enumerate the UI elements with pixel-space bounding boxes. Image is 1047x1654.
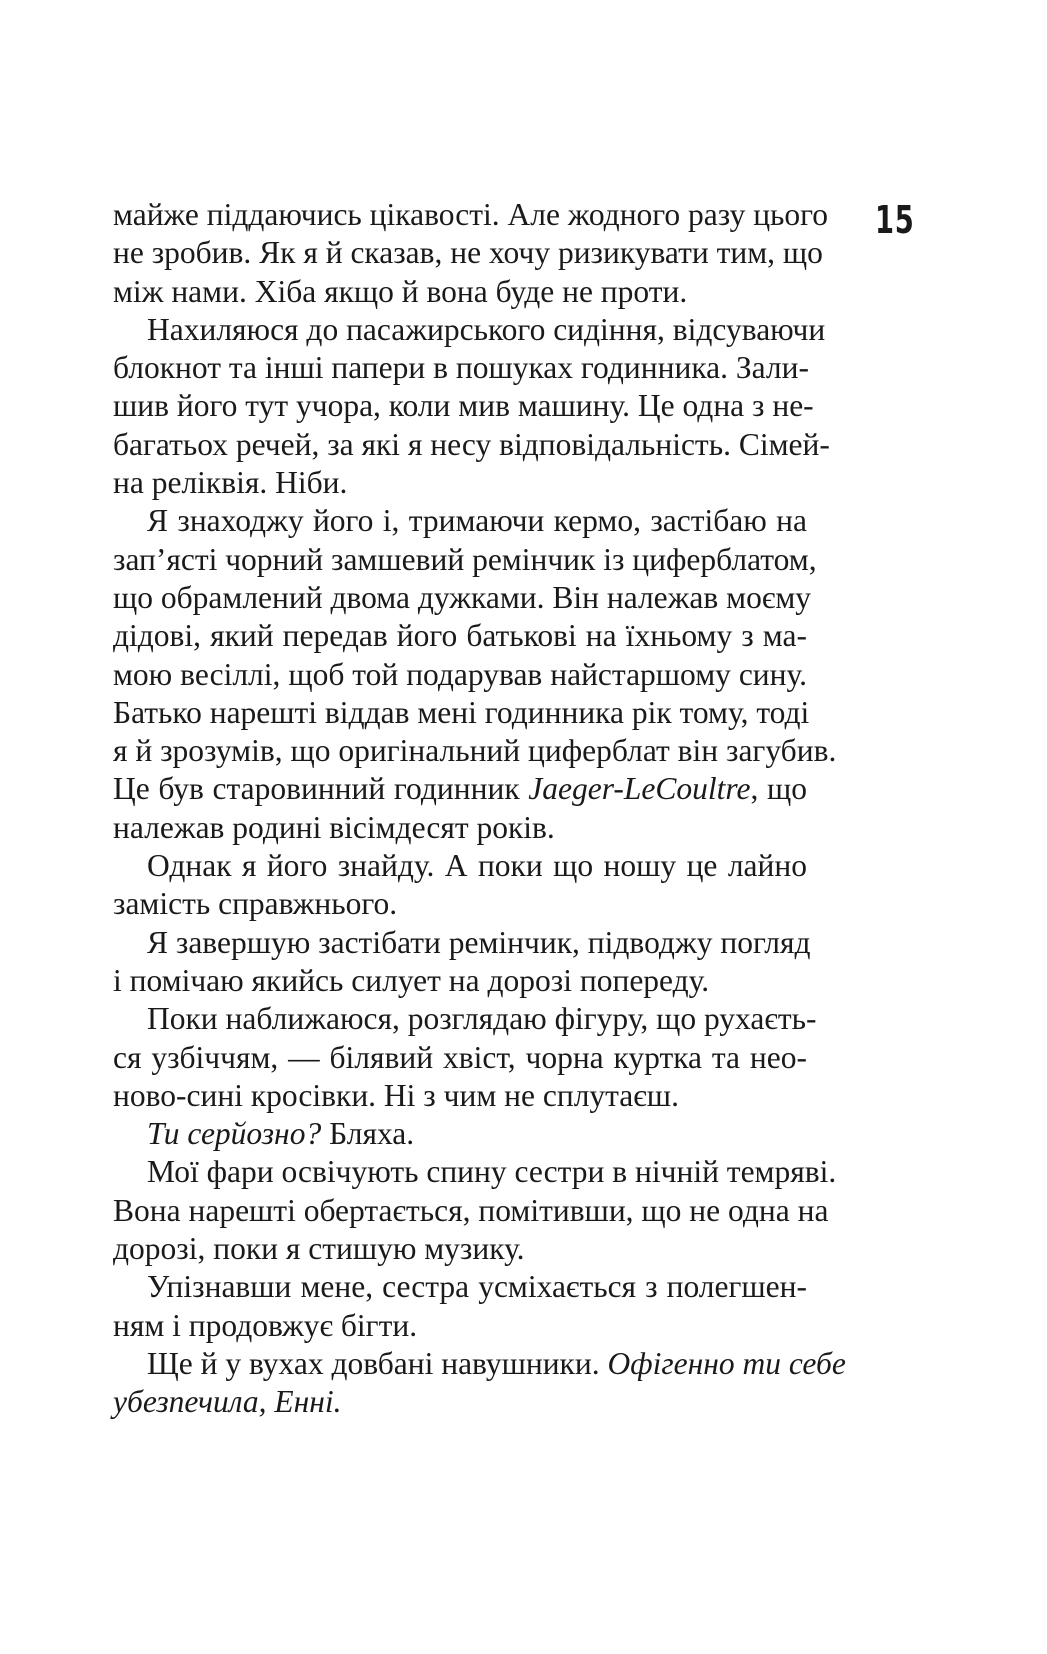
text-line — [113, 273, 807, 311]
text-line — [113, 962, 807, 1000]
italic-text: Ти серйозно? — [147, 1116, 322, 1152]
text-line — [113, 732, 837, 770]
text-run: на реліквія. Ніби. — [113, 465, 348, 501]
text-line — [113, 809, 807, 847]
page-number: 15 — [875, 198, 915, 242]
text-run: Я знаходжу його і, тримаючи кермо, застібаю на — [147, 503, 807, 539]
text-line — [113, 311, 826, 349]
text-line — [113, 847, 807, 885]
text-line — [113, 1077, 807, 1115]
text-line — [113, 502, 807, 540]
text-line — [113, 924, 811, 962]
text-line — [113, 1115, 807, 1153]
text-line — [113, 464, 807, 502]
paragraph — [113, 1268, 807, 1345]
text-line — [113, 349, 807, 387]
text-run: Бляха. — [321, 1116, 415, 1152]
text-run: замість справжнього. — [113, 886, 398, 922]
italic-text: Офігенно ти себе — [607, 1345, 846, 1381]
paragraph — [113, 1115, 807, 1153]
text-run: багатьох речей, за які я несу відповідальність. Сімей- — [113, 426, 830, 462]
text-run: між нами. Хіба якщо й вона буде не проти. — [113, 273, 688, 309]
text-line — [113, 885, 807, 923]
paragraph — [113, 1345, 846, 1422]
text-run: мою весіллі, щоб той подарував найстаршому сину. — [113, 656, 807, 692]
italic-text: Jaeger-LeCoultre — [528, 771, 751, 807]
text-line — [113, 1039, 807, 1077]
text-line — [113, 1345, 846, 1383]
text-line — [113, 196, 829, 234]
text-line — [113, 234, 823, 272]
text-line — [113, 1000, 817, 1038]
paragraph — [113, 311, 830, 502]
paragraph — [113, 1153, 837, 1268]
text-run: дідові, який передав його батькові на їхньому з ма- — [113, 618, 807, 654]
text-line — [113, 694, 810, 732]
text-run: шив його тут учора, коли мив машину. Це одна з не- — [113, 388, 814, 424]
italic-text: убезпечила, Енні. — [113, 1384, 342, 1420]
text-run: Батько нарешті віддав мені годинника рік тому, тоді — [113, 694, 810, 730]
text-line — [113, 1192, 829, 1230]
text-run: зап’ясті чорний замшевий ремінчик із циферблатом, — [113, 541, 817, 577]
text-run: майже піддаючись цікавості. Але жодного разу цього — [113, 197, 829, 232]
text-run: належав родині вісімдесят років. — [113, 809, 555, 845]
text-run: Це був старовинний годинник — [113, 771, 529, 807]
text-run: Ще й у вухах довбані навушники. — [147, 1345, 608, 1381]
text-run: я й зрозумів, що оригінальний циферблат він загубив. — [113, 733, 837, 769]
text-run: Я завершую застібати ремінчик, підводжу погляд — [147, 924, 811, 960]
text-line — [113, 541, 817, 579]
paragraph — [113, 196, 829, 311]
paragraph — [113, 502, 837, 847]
text-run: що обрамлений двома дужками. Він належав моєму — [113, 579, 812, 615]
text-line — [113, 617, 807, 655]
text-run: Однак я його знайду. А поки що ношу це лайно — [147, 848, 807, 884]
paragraph — [113, 847, 807, 924]
text-line — [113, 656, 807, 694]
text-run: Упізнавши мене, сестра усміхається з полегшен- — [147, 1269, 807, 1305]
text-line — [113, 579, 812, 617]
text-run: і помічаю якийсь силует на дорозі попереду. — [113, 962, 710, 998]
text-run: , що — [750, 771, 807, 807]
text-run: Поки наближаюся, розглядаю фігуру, що рухаєть- — [147, 1001, 817, 1037]
text-run: ся узбіччям, — білявий хвіст, чорна куртка та нео- — [113, 1039, 807, 1075]
text-run: блокнот та інші папери в пошуках годинника. Зали- — [113, 350, 809, 386]
text-line — [113, 426, 830, 464]
text-line — [113, 1383, 807, 1421]
text-run: ново-сині кросівки. Ні з чим не сплутаєш. — [113, 1077, 679, 1113]
text-line — [113, 1230, 807, 1268]
text-run: Нахиляюся до пасажирського сидіння, відсуваючи — [147, 311, 826, 347]
text-line — [113, 387, 814, 425]
text-line — [113, 1307, 807, 1345]
paragraph — [113, 1000, 817, 1115]
text-run: Мої фари освічують спину сестри в нічній темряві. — [147, 1154, 837, 1190]
text-run: не зробив. Як я й сказав, не хочу ризикувати тим, що — [113, 235, 823, 271]
paragraph — [113, 924, 811, 1001]
text-line — [113, 1153, 837, 1191]
text-run: дорозі, поки я стишую музику. — [113, 1231, 525, 1267]
text-line — [113, 770, 807, 808]
body-text — [113, 196, 846, 1422]
text-run: Вона нарешті обертається, помітивши, що не одна на — [113, 1192, 829, 1228]
text-line — [113, 1268, 807, 1306]
text-run: ням і продовжує бігти. — [113, 1307, 418, 1343]
